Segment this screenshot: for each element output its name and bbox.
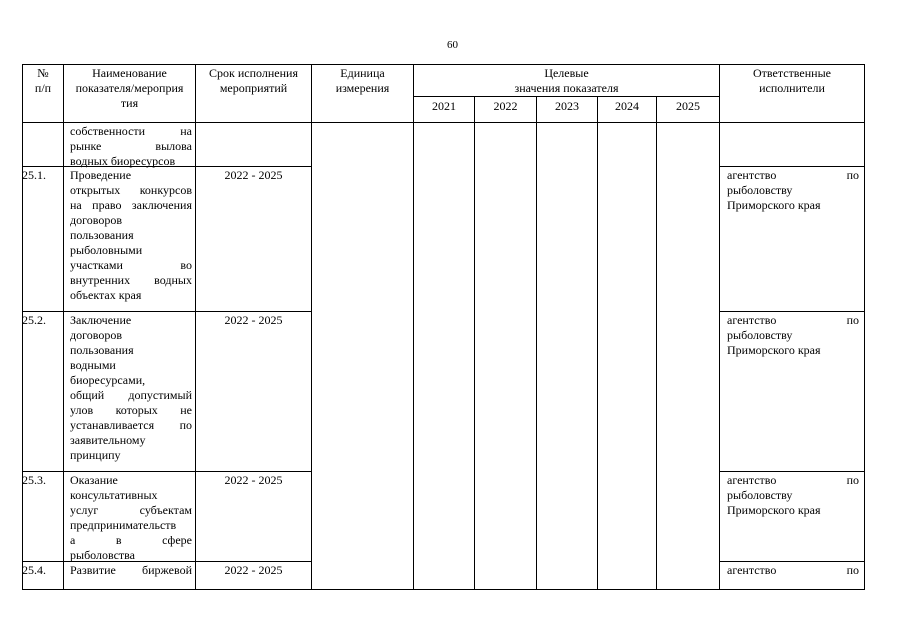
header-responsible bbox=[720, 66, 864, 96]
header-name bbox=[64, 66, 195, 111]
row-term: 2022 - 2025 bbox=[224, 473, 283, 487]
header-year-2022: 2022 bbox=[493, 99, 518, 113]
row-resp-line: Приморского края bbox=[727, 198, 821, 212]
header-unit-line: измерения bbox=[335, 81, 390, 95]
row-name-line: объектах края bbox=[70, 288, 142, 302]
header-num bbox=[23, 66, 63, 96]
row-name bbox=[70, 313, 192, 463]
header-term-line: мероприятий bbox=[219, 81, 288, 95]
row-name-line: заявительному bbox=[70, 433, 146, 447]
row-name-line: Проведение bbox=[70, 168, 132, 182]
row-name-line: пользования bbox=[70, 343, 134, 357]
page-number: 60 bbox=[447, 39, 458, 51]
row-resp-line: Приморского края bbox=[727, 343, 821, 357]
row-name-line: пользования bbox=[70, 228, 134, 242]
row-name-line: Оказание bbox=[70, 473, 118, 487]
header-year-2024: 2024 bbox=[615, 99, 639, 113]
row-name-line: биоресурсами, bbox=[70, 373, 146, 387]
row-resp-line: агентство по bbox=[727, 563, 859, 577]
row-num: 25.2. bbox=[22, 313, 46, 327]
row-responsible bbox=[727, 168, 859, 213]
header-num-line: п/п bbox=[34, 81, 52, 95]
row-name-line: рыболовными bbox=[70, 243, 143, 257]
row-term: 2022 - 2025 bbox=[224, 563, 283, 577]
row-term: 2022 - 2025 bbox=[224, 313, 283, 327]
row-resp-line: Приморского края bbox=[727, 503, 821, 517]
row-name-line: принципу bbox=[70, 448, 121, 462]
row-name-line: открытых конкурсов bbox=[70, 183, 192, 197]
header-targets-line: Целевые bbox=[544, 66, 589, 80]
row-name-line: а в сфере bbox=[70, 533, 192, 547]
row-name-line: рынке вылова bbox=[70, 139, 192, 153]
header-term bbox=[196, 66, 311, 96]
header-unit bbox=[312, 66, 413, 96]
row-name bbox=[70, 168, 192, 303]
header-num-line: № bbox=[37, 66, 49, 80]
table-row-continuation bbox=[70, 124, 192, 169]
row-resp-line: агентство по bbox=[727, 168, 859, 182]
row-name bbox=[70, 563, 192, 578]
row-name-line: собственности на bbox=[70, 124, 192, 138]
header-year-2025: 2025 bbox=[676, 99, 700, 113]
header-year-2023: 2023 bbox=[555, 99, 579, 113]
row-responsible bbox=[727, 313, 859, 358]
row-resp-line: рыболовству bbox=[727, 488, 793, 502]
header-name-line: тия bbox=[120, 96, 139, 110]
row-name-line: консультативных bbox=[70, 488, 158, 502]
row-name-line: договоров bbox=[70, 213, 122, 227]
header-responsible-line: Ответственные bbox=[753, 66, 831, 80]
row-resp-line: рыболовству bbox=[727, 183, 793, 197]
row-name-line: услуг субъектам bbox=[70, 503, 192, 517]
row-num: 25.3. bbox=[22, 473, 46, 487]
row-name-line: Заключение bbox=[70, 313, 132, 327]
header-unit-line: Единица bbox=[340, 66, 385, 80]
row-responsible bbox=[727, 563, 859, 578]
row-name-line: участками во bbox=[70, 258, 192, 272]
header-year-2021: 2021 bbox=[432, 99, 456, 113]
row-num: 25.4. bbox=[22, 563, 46, 577]
header-targets-line: значения показателя bbox=[514, 81, 619, 95]
row-num: 25.1. bbox=[22, 168, 46, 182]
row-term: 2022 - 2025 bbox=[224, 168, 283, 182]
row-name-line: на право заключения bbox=[70, 198, 192, 212]
header-targets bbox=[414, 66, 719, 96]
row-name-line: рыболовства bbox=[70, 548, 135, 562]
header-responsible-line: исполнители bbox=[759, 81, 825, 95]
header-name-line: Наименование bbox=[92, 66, 167, 80]
row-responsible bbox=[727, 473, 859, 518]
row-resp-line: агентство по bbox=[727, 313, 859, 327]
row-resp-line: рыболовству bbox=[727, 328, 793, 342]
row-name-line: Развитие биржевой bbox=[70, 563, 192, 577]
row-name-line: предпринимательств bbox=[70, 518, 177, 532]
row-name-line: внутренних водных bbox=[70, 273, 192, 287]
row-name-line: устанавливается по bbox=[70, 418, 192, 432]
header-term-line: Срок исполнения bbox=[209, 66, 298, 80]
row-name-line: улов которых не bbox=[70, 403, 192, 417]
row-name-line: договоров bbox=[70, 328, 122, 342]
row-name bbox=[70, 473, 192, 563]
row-name-line: водными bbox=[70, 358, 116, 372]
row-resp-line: агентство по bbox=[727, 473, 859, 487]
row-name-line: водных биоресурсов bbox=[70, 154, 176, 168]
header-name-line: показателя/мероприя bbox=[75, 81, 184, 95]
row-name-line: общий допустимый bbox=[70, 388, 192, 402]
